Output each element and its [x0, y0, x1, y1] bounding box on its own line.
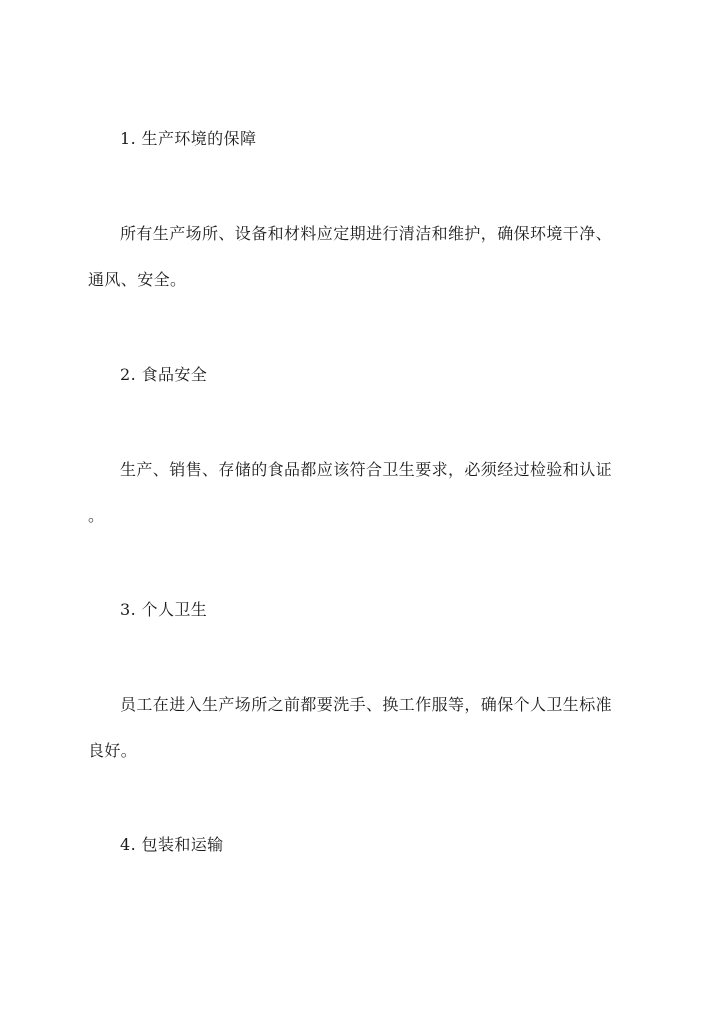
section-paragraph-1-line-1: 所有生产场所、设备和材料应定期进行清洁和维护，确保环境干净、	[120, 224, 613, 243]
section-heading-1: 1. 生产环境的保障	[120, 129, 257, 148]
section-paragraph-1-line-2: 通风、安全。	[88, 270, 187, 289]
section-paragraph-3-line-2: 良好。	[88, 741, 138, 760]
section-paragraph-2-line-1: 生产、销售、存储的食品都应该符合卫生要求，必须经过检验和认证	[120, 460, 613, 479]
section-heading-2: 2. 食品安全	[120, 365, 208, 384]
section-heading-3: 3. 个人卫生	[120, 600, 208, 619]
section-paragraph-2-line-2: 。	[88, 506, 105, 525]
section-paragraph-3-line-1: 员工在进入生产场所之前都要洗手、换工作服等，确保个人卫生标准	[120, 695, 613, 714]
section-heading-4: 4. 包装和运输	[120, 835, 224, 854]
